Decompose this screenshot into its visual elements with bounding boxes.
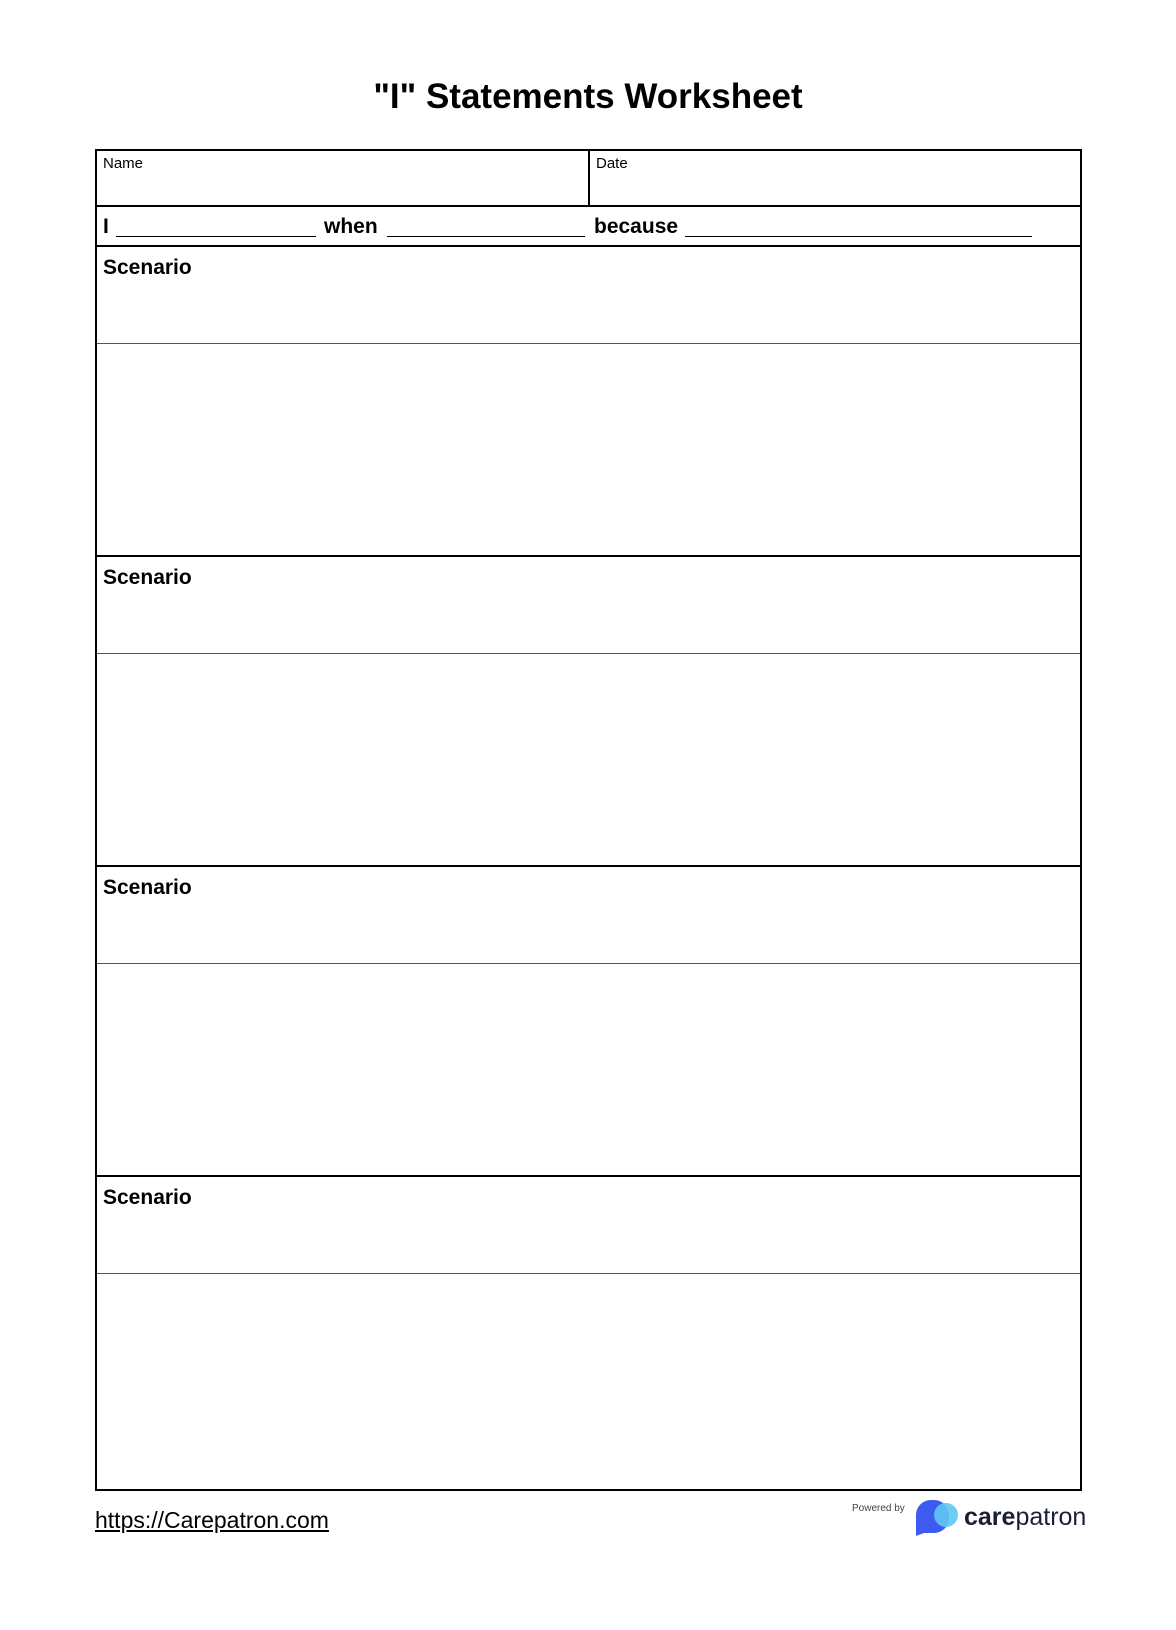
statement-word-i: I [103,215,109,238]
i-statement-row [97,207,1080,247]
scenario-section [97,247,1080,557]
carepatron-wordmark [964,1502,1086,1532]
date-field[interactable] [590,151,1080,205]
scenario-section [97,1177,1080,1489]
statement-word-when: when [324,215,378,238]
scenario-label: Scenario [103,1186,192,1209]
worksheet-title: "I" Statements Worksheet [373,77,803,116]
scenario-header[interactable] [97,867,1080,964]
name-label: Name [103,155,144,172]
feeling-blank[interactable] [116,236,316,237]
scenario-response-area[interactable] [97,654,1080,865]
name-field[interactable] [97,151,590,205]
scenario-section [97,557,1080,867]
scenario-header[interactable] [97,247,1080,344]
date-label: Date [596,155,628,172]
situation-blank[interactable] [387,236,585,237]
powered-by-label: Powered by [852,1503,905,1514]
scenario-label: Scenario [103,566,192,589]
reason-blank[interactable] [685,236,1032,237]
carepatron-link[interactable]: https://Carepatron.com [95,1507,329,1533]
statement-word-because: because [594,215,679,238]
brand-bold-text: care [964,1503,1016,1531]
scenario-response-area[interactable] [97,344,1080,555]
scenario-label: Scenario [103,256,192,279]
scenario-section [97,867,1080,1177]
scenario-response-area[interactable] [97,1274,1080,1485]
carepatron-logo-icon [916,1500,962,1536]
scenario-response-area[interactable] [97,964,1080,1175]
scenario-header[interactable] [97,557,1080,654]
scenario-header[interactable] [97,1177,1080,1274]
scenario-label: Scenario [103,876,192,899]
brand-regular-text: patron [1015,1503,1087,1531]
name-date-row [97,151,1080,207]
carepatron-logo[interactable] [916,1500,1086,1536]
worksheet-table [95,149,1082,1491]
